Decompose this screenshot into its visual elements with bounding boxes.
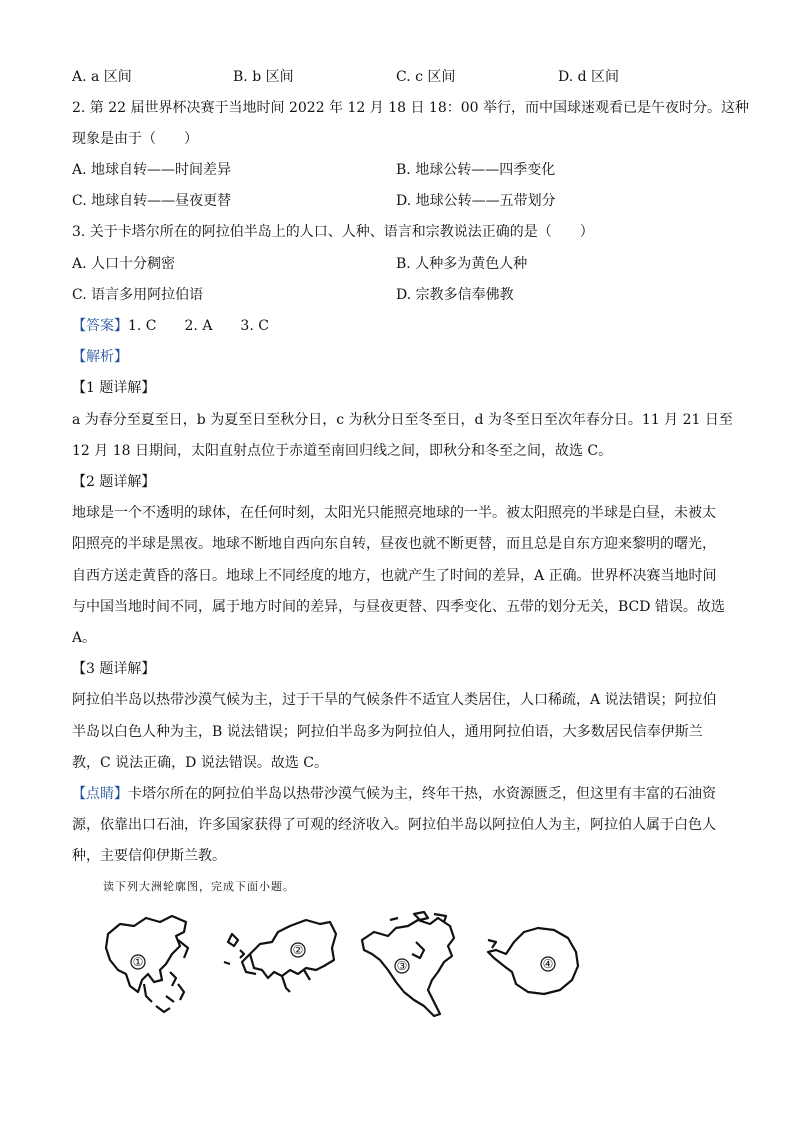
q3-option-c: C. 语言多用阿拉伯语	[72, 287, 204, 303]
answer-row	[72, 316, 269, 336]
map-2-label: ②	[292, 943, 304, 957]
q2-option-c: C. 地球自转——昼夜更替	[72, 193, 232, 209]
q2-option-a: A. 地球自转——时间差异	[72, 162, 232, 178]
detail2-label: 【2 题详解】	[72, 474, 156, 490]
map-1-label: ①	[132, 955, 144, 969]
detail3-line1: 阿拉伯半岛以热带沙漠气候为主，过于干旱的气候条件不适宜人类居住，人口稀疏，A 说法错误；阿拉伯	[72, 692, 717, 708]
antarctica-peninsula	[488, 940, 496, 948]
detail2-line4: 与中国当地时间不同，属于地方时间的差异，与昼夜更替、四季变化、五带的划分无关，BCD 错误。故选	[72, 599, 725, 615]
detail3-line3: 教，C 说法正确，D 说法错误。故选 C。	[72, 755, 328, 771]
tips-line1	[72, 784, 716, 804]
map-antarctica	[484, 922, 584, 1002]
tips-line3: 种，主要信仰伊斯兰教。	[72, 848, 226, 864]
q3-option-a: A. 人口十分稠密	[72, 256, 176, 272]
detail2-line3: 自西方送走黄昏的落日。地球上不同经度的地方，也就产生了时间的差异，A 正确。世界杯决赛当地时间	[72, 568, 717, 584]
q2-stem-line2: 现象是由于（ ）	[72, 131, 198, 147]
q2-option-d: D. 地球公转——五带划分	[396, 193, 556, 209]
detail1-line1: a 为春分至夏至日，b 为夏至日至秋分日，c 为秋分日至冬至日，d 为冬至日至次年春分日。11 月 21 日至	[72, 412, 733, 428]
europe-islands	[224, 934, 244, 964]
detail2-line5: A。	[72, 630, 97, 646]
detail2-line2: 阳照亮的半球是黑夜。地球不断地自西向东自转，昼夜也就不断更替，而且总是自东方迎来黎明的曙光，	[72, 536, 716, 552]
detail2-line1: 地球是一个不透明的球体，在任何时刻，太阳光只能照亮地球的一半。被太阳照亮的半球是白昼，未被太	[72, 505, 716, 521]
detail3-label: 【3 题详解】	[72, 661, 156, 677]
q1-option-d: D. d 区间	[558, 69, 620, 85]
detail3-line2: 半岛以白色人种为主，B 说法错误；阿拉伯半岛多为阿拉伯人，通用阿拉伯语，大多数居民信奉伊斯兰	[72, 724, 703, 740]
map-europe	[220, 914, 340, 996]
q3-option-d: D. 宗教多信奉佛教	[396, 287, 514, 303]
asia-peninsula	[144, 940, 188, 1002]
q3-stem: 3. 关于卡塔尔所在的阿拉伯半岛上的人口、人种、语言和宗教说法正确的是（ ）	[72, 224, 594, 240]
asia-islands	[156, 972, 184, 1012]
map-4-label: ④	[542, 957, 554, 971]
q1-option-a: A. a 区间	[72, 69, 132, 85]
q2-option-b: B. 地球公转——四季变化	[396, 162, 556, 178]
q1-option-b: B. b 区间	[233, 69, 294, 85]
tips-line2: 源，依靠出口石油，许多国家获得了可观的经济收入。阿拉伯半岛以阿拉伯人为主，阿拉伯人属于白色人	[72, 817, 716, 833]
antarctica-outline	[488, 928, 578, 994]
q3-option-b: B. 人种多为黄色人种	[396, 256, 528, 272]
q1-option-c: C. c 区间	[396, 69, 456, 85]
north-america-bay	[412, 942, 424, 958]
detail1-label: 【1 题详解】	[72, 380, 156, 396]
figure-caption: 读下列大洲轮廓图，完成下面小题。	[103, 880, 295, 893]
tips-text-1: 卡塔尔所在的阿拉伯半岛以热带沙漠气候为主，终年干热，水资源匮乏，但这里有丰富的石油资	[128, 786, 716, 802]
detail1-line2: 12 月 18 日期间，太阳直射点位于赤道至南回归线之间，即秋分和冬至之间，故选 C。	[72, 443, 613, 459]
north-america-outline	[362, 918, 454, 1016]
map-asia	[100, 912, 196, 1020]
answer-label: 【答案】	[72, 318, 128, 334]
tips-label: 【点睛】	[72, 786, 128, 802]
map-3-label: ③	[396, 959, 408, 973]
answer-text: 1. C 2. A 3. C	[128, 318, 269, 334]
map-north-america	[354, 910, 464, 1020]
analysis-label: 【解析】	[72, 349, 128, 365]
q2-stem-line1: 2. 第 22 届世界杯决赛于当地时间 2022 年 12 月 18 日 18：00 举行，而中国球迷观看已是午夜时分。这种	[72, 100, 750, 116]
